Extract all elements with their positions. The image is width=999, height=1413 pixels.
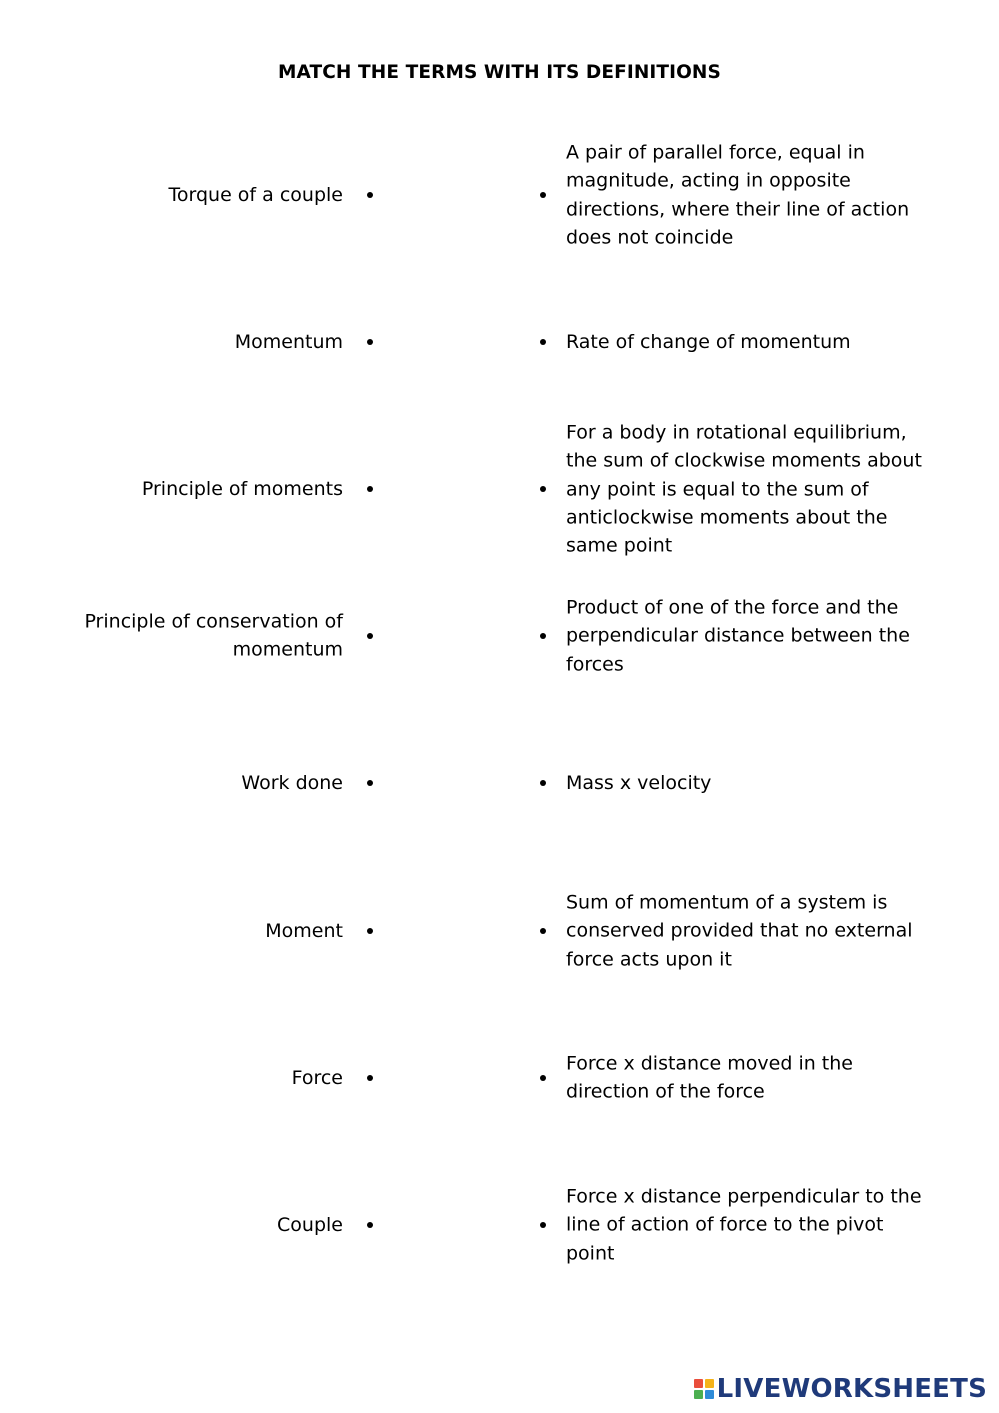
liveworksheets-logo-icon	[694, 1379, 714, 1399]
term-connector-dot[interactable]	[367, 1222, 373, 1228]
term-label: Couple	[277, 1213, 343, 1236]
definition-label: Mass x velocity	[566, 771, 712, 794]
definition-connector-dot[interactable]	[540, 339, 546, 345]
liveworksheets-logo	[694, 1373, 987, 1405]
definition-label: A pair of parallel force, equal in magnitude, acting in opposite directions, where their line of action does not coincide	[566, 141, 910, 249]
definition-connector-dot[interactable]	[540, 486, 546, 492]
term-connector-dot[interactable]	[367, 1075, 373, 1081]
definition-connector-dot[interactable]	[540, 633, 546, 639]
definition-connector-dot[interactable]	[540, 1222, 546, 1228]
definition-label: Product of one of the force and the perpendicular distance between the forces	[566, 596, 910, 676]
definition-label: Sum of momentum of a system is conserved provided that no external force acts upon it	[566, 891, 913, 971]
term-label: Momentum	[234, 330, 343, 353]
definition-connector-dot[interactable]	[540, 1075, 546, 1081]
term-connector-dot[interactable]	[367, 339, 373, 345]
definition-connector-dot[interactable]	[540, 928, 546, 934]
logo-text: LIVEWORKSHEETS	[716, 1374, 987, 1404]
definition-label: Force x distance moved in the direction of the force	[566, 1052, 853, 1103]
definition-connector-dot[interactable]	[540, 780, 546, 786]
term-label: Force	[291, 1066, 343, 1089]
term-connector-dot[interactable]	[367, 928, 373, 934]
term-connector-dot[interactable]	[367, 192, 373, 198]
term-label: Torque of a couple	[168, 183, 343, 206]
term-label: Work done	[241, 771, 343, 794]
definition-connector-dot[interactable]	[540, 192, 546, 198]
term-connector-dot[interactable]	[367, 633, 373, 639]
definition-label: Rate of change of momentum	[566, 330, 851, 353]
worksheet-title: MATCH THE TERMS WITH ITS DEFINITIONS	[278, 62, 721, 83]
term-label: Principle of moments	[141, 477, 343, 500]
term-connector-dot[interactable]	[367, 486, 373, 492]
term-label: Moment	[265, 919, 343, 942]
definition-label: Force x distance perpendicular to the line of action of force to the pivot point	[566, 1185, 922, 1265]
definition-label: For a body in rotational equilibrium, the sum of clockwise moments about any point is equal to the sum of anticlockwise moments about the same point	[566, 421, 922, 557]
term-label: Principle of conservation of momentum	[84, 610, 343, 661]
term-connector-dot[interactable]	[367, 780, 373, 786]
